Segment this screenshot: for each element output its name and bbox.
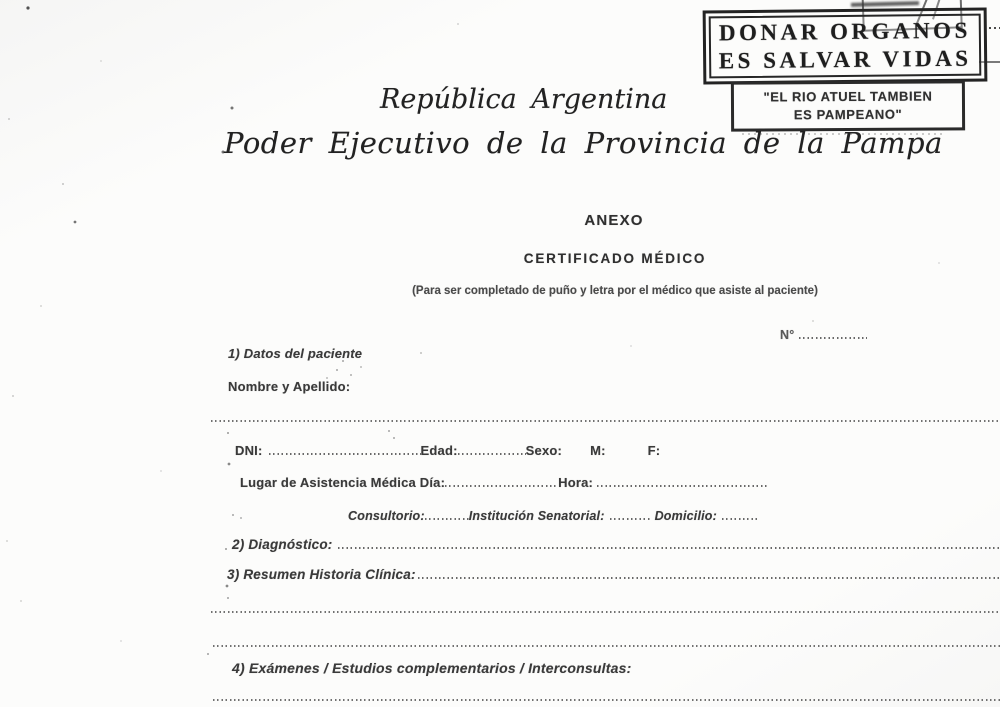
resumen-fill-line	[418, 577, 1000, 579]
dni-fill-line	[269, 453, 421, 455]
donor-stamp-line2: ES SALVAR VIDAS	[718, 45, 972, 74]
lugar-asistencia-label: Lugar de Asistencia Médica Día:	[240, 475, 446, 490]
institucion-label: Institución Senatorial:	[468, 509, 605, 523]
hora-label: Hora:	[558, 475, 594, 490]
lugar-asistencia-row	[240, 475, 769, 490]
rio-atuel-stamp-line1: "EL RIO ATUEL TAMBIEN	[763, 89, 933, 105]
instruction-line: (Para ser completado de puño y letra por el médico que asiste al paciente)	[412, 285, 818, 297]
numero-field	[780, 328, 867, 342]
nombre-fill-line	[211, 420, 1000, 422]
donor-organs-stamp-inner-border	[709, 14, 982, 79]
rio-atuel-stamp	[731, 80, 965, 131]
dni-row	[235, 443, 660, 458]
donor-organs-stamp	[703, 8, 988, 85]
dia-fill-line	[445, 485, 558, 487]
letterhead-poder-ejecutivo: Poder Ejecutivo de la Provincia de la Pampa	[224, 126, 943, 160]
diagnostico-fill-line	[338, 547, 1000, 549]
examenes-fill-line	[213, 699, 1000, 701]
resumen-fill-line-2	[211, 611, 1000, 613]
sexo-label: Sexo:	[525, 443, 563, 458]
institucion-fill-line	[610, 518, 650, 520]
domicilio-fill-line	[722, 518, 760, 520]
nombre-apellido-label: Nombre y Apellido:	[228, 379, 351, 394]
sexo-m-label: M:	[590, 443, 606, 458]
anexo-title: ANEXO	[584, 212, 644, 229]
numero-fill-line	[799, 337, 867, 339]
consultorio-label: Consultorio:	[348, 509, 425, 523]
dni-label: DNI:	[235, 443, 263, 458]
numero-label: N°	[780, 328, 795, 342]
domicilio-label: Domicilio:	[654, 509, 717, 523]
sexo-f-label: F:	[647, 443, 661, 458]
certificado-medico-title: CERTIFICADO MÉDICO	[523, 251, 707, 266]
diagnostico-row	[232, 537, 1000, 552]
rio-atuel-stamp-line2: ES PAMPEANO"	[793, 106, 903, 123]
edad-label: Edad:	[420, 443, 458, 458]
letterhead-republica: República Argentina	[380, 84, 668, 115]
edad-fill-line	[458, 453, 526, 455]
section4-title: 4) Exámenes / Estudios complementarios / Interconsultas:	[232, 660, 632, 676]
scan-speckles	[0, 0, 2, 2]
section2-title: 2) Diagnóstico:	[232, 537, 333, 552]
consultorio-row	[348, 509, 760, 523]
resumen-row	[227, 567, 1000, 582]
hora-fill-line	[597, 485, 769, 487]
section1-title: 1) Datos del paciente	[228, 346, 363, 361]
consultorio-fill-line	[425, 518, 469, 520]
resumen-fill-line-3	[213, 645, 1000, 647]
section3-title: 3) Resumen Historia Clínica:	[227, 567, 416, 582]
donor-stamp-line1: DONAR ORGANOS	[718, 17, 971, 46]
